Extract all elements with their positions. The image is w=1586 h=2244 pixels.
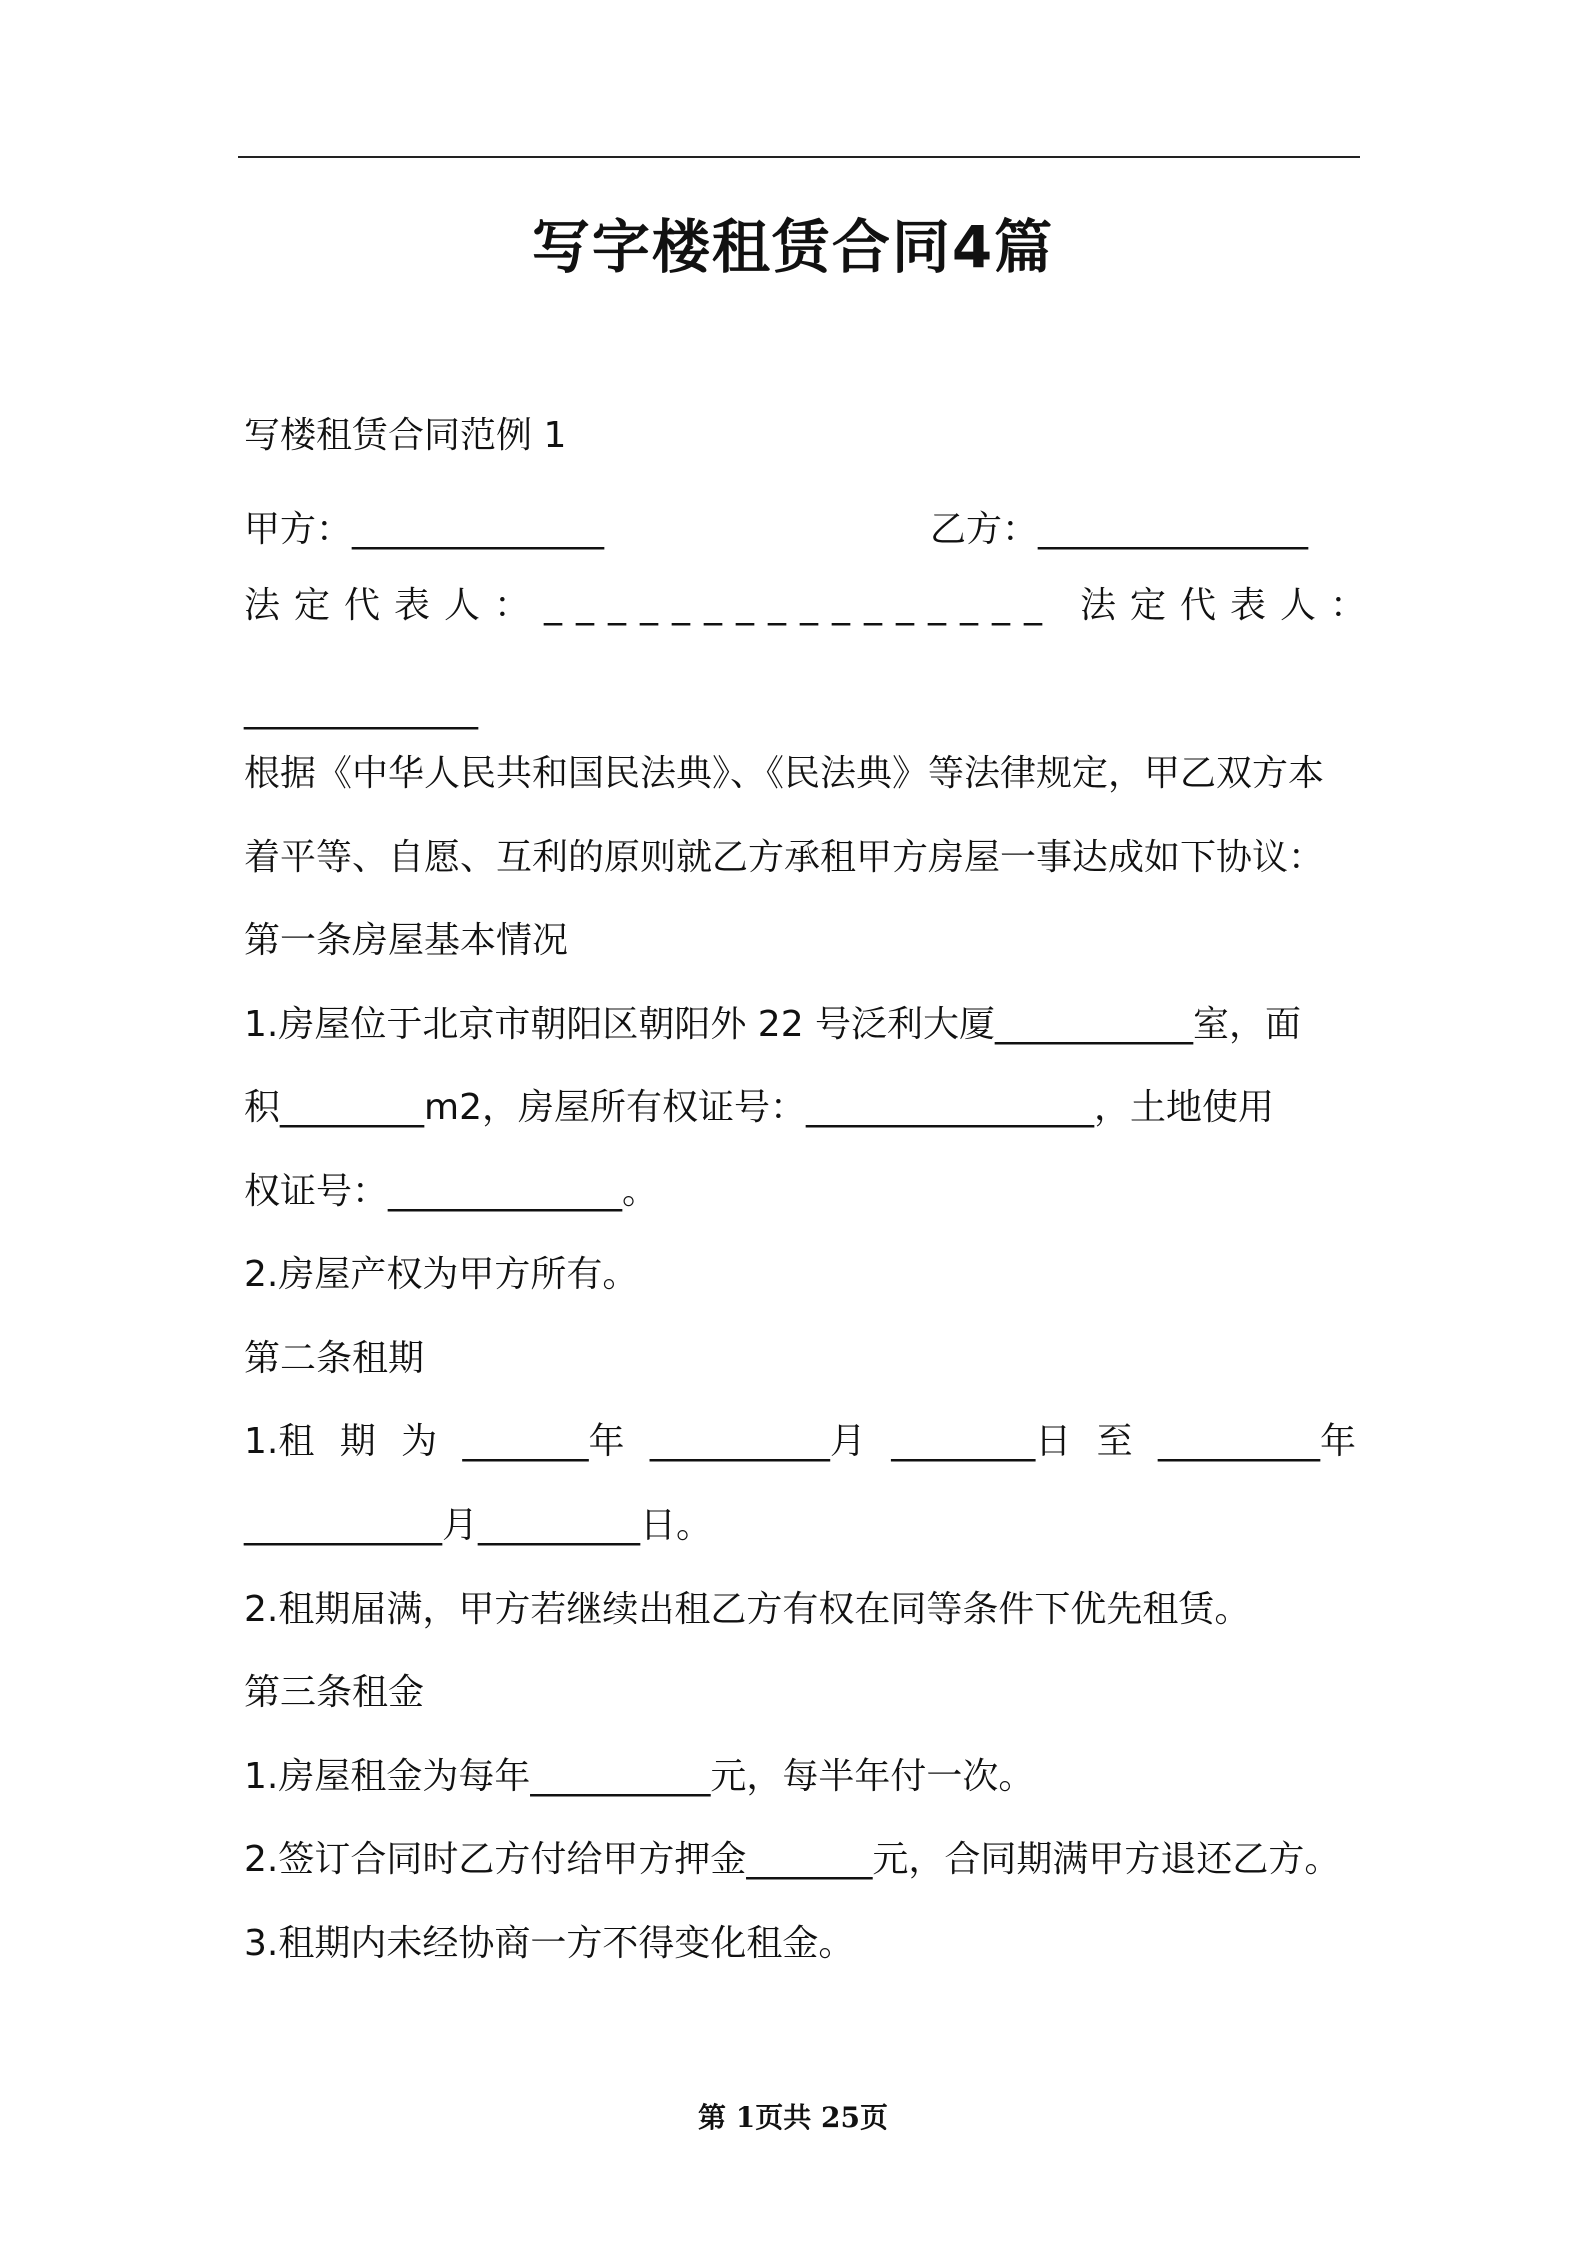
rep-b-label: 法定代表人： <box>1080 585 1381 626</box>
intro-paragraph-line-2: 着平等、自愿、互利的原则就乙方承租甲方房屋一事达成如下协议： <box>244 837 1325 878</box>
lease-term-part: 1.租 <box>244 1421 315 1462</box>
article-1-heading: 第一条房屋基本情况 <box>244 920 569 961</box>
article-3-item-1: 1.房屋租金为每年__________元，每半年付一次。 <box>244 1756 1035 1797</box>
party-a-field: 甲方：______________ <box>244 509 605 550</box>
lease-term-part: 期 <box>339 1421 376 1462</box>
party-b-field: 乙方：_______________ <box>930 509 1309 550</box>
intro-paragraph-line-1: 根据《中华人民共和国民法典》、《民法典》等法律规定，甲乙双方本 <box>244 753 1325 794</box>
lease-term-part: _________年 <box>1157 1421 1356 1462</box>
article-3-heading: 第三条租金 <box>244 1672 425 1713</box>
article-2-item-2: 2.租期届满，甲方若继续出租乙方有权在同等条件下优先租赁。 <box>244 1589 1251 1630</box>
lease-term-part: _______年 <box>462 1421 625 1462</box>
article-3-item-3: 3.租期内未经协商一方不得变化租金。 <box>244 1923 855 1964</box>
article-1-item-1-line-3: 权证号：_____________。 <box>244 1171 659 1212</box>
lease-term-part: 至 <box>1096 1421 1133 1462</box>
page-number: 第 1页共 25页 <box>698 2101 888 2134</box>
rep-b-blank: _____________ <box>244 689 478 730</box>
lease-term-part: 为 <box>401 1421 438 1462</box>
article-1-item-2: 2.房屋产权为甲方所有。 <box>244 1254 639 1295</box>
lease-term-part: __________月 <box>649 1421 866 1462</box>
article-1-item-1-line-2: 积________m2，房屋所有权证号：________________，土地使用 <box>244 1087 1274 1128</box>
header-rule <box>238 156 1360 158</box>
article-2-heading: 第二条租期 <box>244 1338 425 1379</box>
document-title: 写字楼租赁合同4篇 <box>531 213 1055 281</box>
article-3-item-2: 2.签订合同时乙方付给甲方押金_______元，合同期满甲方退还乙方。 <box>244 1839 1341 1880</box>
article-2-item-1-line-1 <box>244 1417 1356 1467</box>
rep-a-field: 法定代表人：________________ <box>244 585 1057 626</box>
lease-term-part: ________日 <box>891 1421 1072 1462</box>
contract-subtitle: 写楼租赁合同范例 1 <box>244 415 567 456</box>
article-1-item-1-line-1: 1.房屋位于北京市朝阳区朝阳外 22 号泛利大厦___________室，面 <box>244 1004 1302 1045</box>
article-2-item-1-line-2: ___________月_________日。 <box>244 1505 713 1546</box>
